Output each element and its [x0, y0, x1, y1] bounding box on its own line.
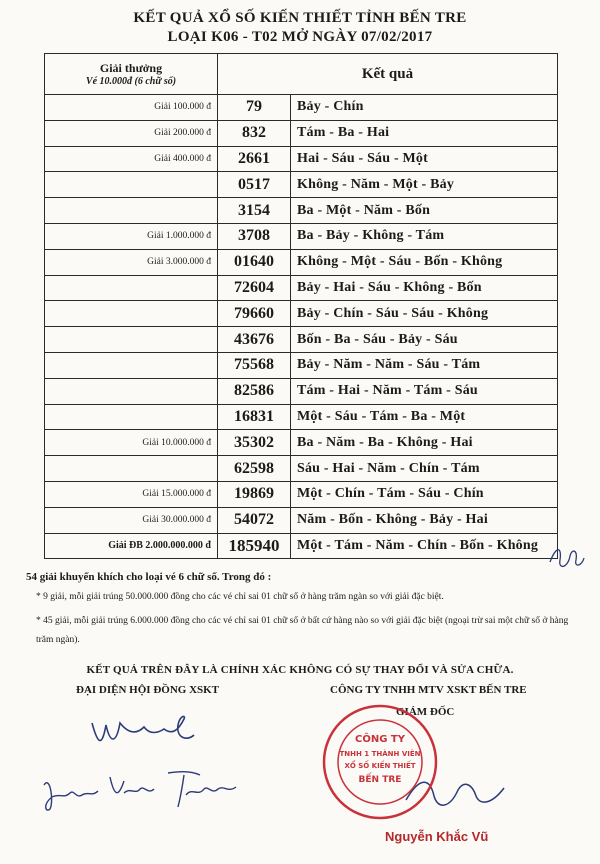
number-in-words: Ba - Bảy - Không - Tám	[291, 223, 558, 249]
seal-line-1: CÔNG TY	[355, 734, 405, 745]
table-row	[45, 95, 558, 121]
winning-number: 72604	[218, 275, 291, 301]
prize-cell: Giải 200.000 đ	[45, 120, 218, 146]
winning-number: 01640	[218, 249, 291, 275]
council-signer-handwritten-name	[40, 765, 250, 815]
table-row	[45, 301, 558, 327]
number-in-words: Một - Chín - Tám - Sáu - Chín	[291, 481, 558, 507]
number-in-words: Năm - Bốn - Không - Bảy - Hai	[291, 507, 558, 533]
header-title-line1: KẾT QUẢ XỔ SỐ KIẾN THIẾT TỈNH BẾN TRE	[133, 10, 467, 26]
winning-number: 832	[218, 120, 291, 146]
seal-line-2: TNHH 1 THÀNH VIÊN	[339, 750, 421, 758]
prize-cell	[45, 456, 218, 482]
prize-column-subtitle: Vé 10.000đ (6 chữ số)	[85, 76, 177, 87]
table-row	[45, 481, 558, 507]
consolation-notes	[26, 571, 581, 650]
table-row	[45, 198, 558, 224]
number-in-words: Tám - Hai - Năm - Tám - Sáu	[291, 378, 558, 404]
winning-number: 2661	[218, 146, 291, 172]
prize-cell	[45, 378, 218, 404]
prize-column-title: Giải thưởng	[99, 61, 163, 75]
result-column-header: Kết quả	[218, 54, 558, 95]
winning-number: 19869	[218, 481, 291, 507]
number-in-words: Không - Một - Sáu - Bốn - Không	[291, 249, 558, 275]
council-signature-image	[88, 705, 198, 755]
results-table	[44, 53, 558, 559]
winning-number: 16831	[218, 404, 291, 430]
prize-cell	[45, 198, 218, 224]
seal-line-3: XỔ SỐ KIẾN THIẾT	[344, 762, 416, 770]
prize-cell	[45, 172, 218, 198]
number-in-words: Một - Sáu - Tám - Ba - Một	[291, 404, 558, 430]
number-in-words: Bảy - Chín - Sáu - Sáu - Không	[291, 301, 558, 327]
table-row	[45, 223, 558, 249]
notes-lead: 54 giải khuyến khích cho loại vé 6 chữ số. Trong đó :	[26, 571, 272, 583]
prize-cell: Giải 1.000.000 đ	[45, 223, 218, 249]
table-row	[45, 120, 558, 146]
table-row	[45, 430, 558, 456]
note-2: * 45 giải, mỗi giải trúng 6.000.000 đồng cho các vé chỉ sai 01 chữ số ở bất cứ hàng nào so với giải đặc biệt (ngoại trừ sai một chữ số ở hàng trăm ngàn).	[36, 616, 569, 645]
number-in-words: Bảy - Hai - Sáu - Không - Bốn	[291, 275, 558, 301]
number-in-words: Sáu - Hai - Năm - Chín - Tám	[291, 456, 558, 482]
prize-cell: Giải 10.000.000 đ	[45, 430, 218, 456]
prize-cell: Giải 30.000.000 đ	[45, 507, 218, 533]
prize-column-header	[45, 54, 218, 95]
table-row	[45, 172, 558, 198]
number-in-words: Không - Năm - Một - Bảy	[291, 172, 558, 198]
winning-number: 79	[218, 95, 291, 121]
winning-number: 3708	[218, 223, 291, 249]
winning-number: 0517	[218, 172, 291, 198]
winning-number: 79660	[218, 301, 291, 327]
margin-initials	[546, 540, 586, 574]
document-header	[0, 0, 600, 47]
prize-cell	[45, 352, 218, 378]
special-number-in-words: Một - Tám - Năm - Chín - Bốn - Không	[291, 533, 558, 559]
results-body	[45, 95, 558, 559]
table-row	[45, 249, 558, 275]
director-title: GIÁM ĐỐC	[396, 706, 455, 718]
number-in-words: Bảy - Năm - Năm - Sáu - Tám	[291, 352, 558, 378]
number-in-words: Ba - Năm - Ba - Không - Hai	[291, 430, 558, 456]
number-in-words: Bốn - Ba - Sáu - Bảy - Sáu	[291, 327, 558, 353]
company-title: CÔNG TY TNHH MTV XSKT BẾN TRE	[330, 684, 527, 696]
seal-line-4: BẾN TRE	[358, 775, 402, 785]
prize-cell	[45, 301, 218, 327]
winning-number: 82586	[218, 378, 291, 404]
prize-cell: Giải 15.000.000 đ	[45, 481, 218, 507]
prize-cell	[45, 275, 218, 301]
director-name: Nguyễn Khắc Vũ	[385, 829, 489, 844]
winning-number: 62598	[218, 456, 291, 482]
council-representative-title: ĐẠI DIỆN HỘI ĐỒNG XSKT	[76, 684, 220, 696]
table-header-row	[45, 54, 558, 95]
winning-number: 3154	[218, 198, 291, 224]
prize-cell: Giải 100.000 đ	[45, 95, 218, 121]
table-row	[45, 456, 558, 482]
table-row	[45, 327, 558, 353]
prize-cell	[45, 327, 218, 353]
number-in-words: Ba - Một - Năm - Bốn	[291, 198, 558, 224]
winning-number: 35302	[218, 430, 291, 456]
winning-number: 54072	[218, 507, 291, 533]
prize-cell: Giải 3.000.000 đ	[45, 249, 218, 275]
table-row	[45, 378, 558, 404]
company-seal	[320, 702, 440, 822]
prize-cell: Giải 400.000 đ	[45, 146, 218, 172]
prize-cell	[45, 404, 218, 430]
table-row	[45, 507, 558, 533]
number-in-words: Tám - Ba - Hai	[291, 120, 558, 146]
winning-number: 75568	[218, 352, 291, 378]
winning-number: 43676	[218, 327, 291, 353]
special-prize-cell: Giải ĐB 2.000.000.000 đ	[45, 533, 218, 559]
special-winning-number: 185940	[218, 533, 291, 559]
table-row	[45, 275, 558, 301]
header-title-line2: LOẠI K06 - T02 MỞ NGÀY 07/02/2017	[167, 29, 433, 45]
number-in-words: Hai - Sáu - Sáu - Một	[291, 146, 558, 172]
table-row	[45, 352, 558, 378]
special-prize-row	[45, 533, 558, 559]
confirmation-statement: KẾT QUẢ TRÊN ĐÂY LÀ CHÍNH XÁC KHÔNG CÓ SỰ THAY ĐỔI VÀ SỬA CHỮA.	[86, 664, 514, 676]
number-in-words: Bảy - Chín	[291, 95, 558, 121]
table-row	[45, 404, 558, 430]
table-row	[45, 146, 558, 172]
note-1: * 9 giải, mỗi giải trúng 50.000.000 đồng cho các vé chỉ sai 01 chữ số ở hàng trăm ngàn so với giải đặc biệt.	[36, 592, 444, 602]
